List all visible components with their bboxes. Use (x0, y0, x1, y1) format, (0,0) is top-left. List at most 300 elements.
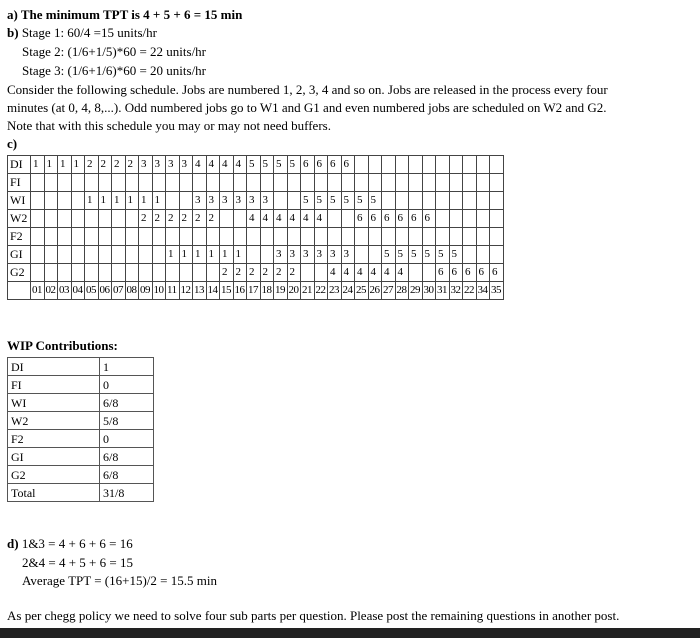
schedule-cell (152, 174, 166, 192)
wip-station: F2 (8, 430, 100, 448)
schedule-cell: 2 (112, 156, 126, 174)
schedule-cell: 1 (179, 246, 193, 264)
schedule-cell (382, 174, 396, 192)
schedule-time-label: 30 (422, 282, 436, 300)
schedule-cell (449, 156, 463, 174)
schedule-cell (463, 156, 477, 174)
schedule-cell (71, 228, 85, 246)
schedule-cell (166, 228, 180, 246)
schedule-cell (125, 246, 139, 264)
consider-line-2: minutes (at 0, 4, 8,...). Odd numbered jobs go to W1 and G1 and even numbered jobs are scheduled on W2 and G2. (7, 100, 607, 115)
consider-line-1: Consider the following schedule. Jobs are numbered 1, 2, 3, 4 and so on. Jobs are released in the process every four (7, 82, 608, 97)
wip-row (8, 412, 154, 430)
schedule-cell: 1 (152, 192, 166, 210)
schedule-cell (179, 192, 193, 210)
schedule-row-wi (8, 192, 504, 210)
part-b-stage1: b) Stage 1: 60/4 =15 units/hr (7, 25, 157, 40)
schedule-cell (260, 228, 274, 246)
schedule-cell (58, 264, 72, 282)
schedule-cell (328, 174, 342, 192)
schedule-cell (31, 192, 45, 210)
schedule-cell: 5 (382, 246, 396, 264)
schedule-cell (328, 210, 342, 228)
schedule-cell (476, 192, 490, 210)
schedule-cell: 2 (206, 210, 220, 228)
schedule-cell (422, 264, 436, 282)
schedule-cell: 4 (193, 156, 207, 174)
schedule-time-row (8, 282, 504, 300)
schedule-cell (44, 246, 58, 264)
schedule-cell (355, 246, 369, 264)
wip-station: DI (8, 358, 100, 376)
schedule-cell: 1 (85, 192, 99, 210)
schedule-cell: 3 (152, 156, 166, 174)
schedule-cell (436, 210, 450, 228)
wip-row (8, 448, 154, 466)
schedule-row-fi (8, 174, 504, 192)
schedule-row-label: FI (8, 174, 31, 192)
schedule-cell: 6 (355, 210, 369, 228)
schedule-cell: 5 (355, 192, 369, 210)
schedule-cell (490, 174, 504, 192)
schedule-cell: 4 (314, 210, 328, 228)
schedule-cell (44, 264, 58, 282)
schedule-cell (98, 228, 112, 246)
schedule-cell: 1 (166, 246, 180, 264)
schedule-cell: 1 (31, 156, 45, 174)
schedule-cell (125, 228, 139, 246)
schedule-cell (179, 228, 193, 246)
schedule-cell (422, 192, 436, 210)
schedule-cell (166, 192, 180, 210)
schedule-time-label: 22 (314, 282, 328, 300)
schedule-cell (71, 192, 85, 210)
schedule-cell (193, 174, 207, 192)
schedule-time-label: 17 (247, 282, 261, 300)
schedule-cell (179, 174, 193, 192)
schedule-cell (368, 228, 382, 246)
schedule-cell (260, 174, 274, 192)
schedule-row-g2 (8, 264, 504, 282)
schedule-cell (382, 192, 396, 210)
schedule-cell (274, 192, 288, 210)
schedule-cell: 3 (314, 246, 328, 264)
schedule-cell (436, 174, 450, 192)
schedule-cell (58, 246, 72, 264)
schedule-time-label: 22 (463, 282, 477, 300)
schedule-cell: 4 (274, 210, 288, 228)
schedule-cell (274, 228, 288, 246)
schedule-cell: 5 (368, 192, 382, 210)
schedule-row-di (8, 156, 504, 174)
schedule-row-f2 (8, 228, 504, 246)
schedule-cell: 2 (220, 264, 234, 282)
schedule-cell: 6 (395, 210, 409, 228)
schedule-time-label: 04 (71, 282, 85, 300)
schedule-cell (112, 264, 126, 282)
schedule-cell (476, 246, 490, 264)
schedule-cell: 3 (328, 246, 342, 264)
schedule-cell: 6 (449, 264, 463, 282)
schedule-cell: 1 (220, 246, 234, 264)
schedule-cell (220, 174, 234, 192)
schedule-cell: 3 (206, 192, 220, 210)
schedule-cell (71, 246, 85, 264)
schedule-cell (166, 264, 180, 282)
schedule-time-label: 13 (193, 282, 207, 300)
schedule-cell (58, 174, 72, 192)
schedule-cell (233, 228, 247, 246)
schedule-cell: 4 (341, 264, 355, 282)
schedule-cell (31, 246, 45, 264)
schedule-cell: 2 (166, 210, 180, 228)
wip-row (8, 484, 154, 502)
schedule-cell: 5 (422, 246, 436, 264)
schedule-cell: 2 (260, 264, 274, 282)
wip-station: WI (8, 394, 100, 412)
wip-row (8, 358, 154, 376)
wip-station: Total (8, 484, 100, 502)
schedule-cell (314, 228, 328, 246)
schedule-cell (44, 228, 58, 246)
consider-line-3: Note that with this schedule you may or may not need buffers. (7, 118, 331, 133)
wip-value: 5/8 (100, 412, 154, 430)
part-b-stage3: Stage 3: (1/6+1/6)*60 = 20 units/hr (22, 63, 207, 78)
schedule-time-label: 35 (490, 282, 504, 300)
schedule-cell (85, 264, 99, 282)
schedule-cell (368, 156, 382, 174)
schedule-cell (139, 228, 153, 246)
schedule-cell (395, 156, 409, 174)
schedule-cell: 4 (220, 156, 234, 174)
part-a-text: a) The minimum TPT is 4 + 5 + 6 = 15 min (7, 7, 243, 22)
schedule-cell: 1 (71, 156, 85, 174)
schedule-cell: 5 (328, 192, 342, 210)
schedule-cell: 5 (287, 156, 301, 174)
schedule-cell (301, 174, 315, 192)
schedule-cell (58, 228, 72, 246)
wip-row (8, 466, 154, 484)
schedule-cell (220, 228, 234, 246)
schedule-table (7, 155, 504, 300)
schedule-time-label: 03 (58, 282, 72, 300)
part-c-label: c) (7, 136, 18, 151)
schedule-cell: 2 (139, 210, 153, 228)
wip-row (8, 394, 154, 412)
schedule-cell (112, 246, 126, 264)
schedule-cell (44, 210, 58, 228)
schedule-cell (463, 246, 477, 264)
schedule-cell (31, 264, 45, 282)
schedule-cell: 1 (98, 192, 112, 210)
schedule-cell (58, 210, 72, 228)
schedule-cell (112, 174, 126, 192)
schedule-cell (233, 210, 247, 228)
schedule-cell (436, 228, 450, 246)
schedule-row-w2 (8, 210, 504, 228)
schedule-cell (98, 246, 112, 264)
wip-value: 6/8 (100, 394, 154, 412)
schedule-time-label: 14 (206, 282, 220, 300)
schedule-cell (449, 174, 463, 192)
part-d-line-2: 2&4 = 4 + 5 + 6 = 15 (22, 555, 133, 570)
schedule-time-label: 28 (395, 282, 409, 300)
schedule-cell (85, 210, 99, 228)
schedule-cell (490, 192, 504, 210)
schedule-cell (206, 264, 220, 282)
schedule-cell: 3 (139, 156, 153, 174)
schedule-cell: 5 (449, 246, 463, 264)
schedule-row-gi (8, 246, 504, 264)
schedule-cell (490, 210, 504, 228)
schedule-time-label: 32 (449, 282, 463, 300)
schedule-cell: 6 (328, 156, 342, 174)
schedule-cell: 3 (260, 192, 274, 210)
schedule-cell (382, 228, 396, 246)
schedule-cell (476, 156, 490, 174)
schedule-cell: 6 (341, 156, 355, 174)
schedule-cell (422, 156, 436, 174)
schedule-time-label: 24 (341, 282, 355, 300)
wip-value: 6/8 (100, 448, 154, 466)
schedule-cell (125, 264, 139, 282)
schedule-cell (31, 210, 45, 228)
schedule-cell (166, 174, 180, 192)
schedule-cell: 4 (260, 210, 274, 228)
schedule-cell: 1 (206, 246, 220, 264)
wip-title: WIP Contributions: (7, 338, 118, 353)
schedule-row-label: W2 (8, 210, 31, 228)
schedule-cell: 3 (301, 246, 315, 264)
schedule-cell (436, 192, 450, 210)
schedule-time-label: 16 (233, 282, 247, 300)
schedule-cell: 1 (125, 192, 139, 210)
schedule-cell: 5 (409, 246, 423, 264)
schedule-time-label: 23 (328, 282, 342, 300)
schedule-cell (314, 264, 328, 282)
schedule-cell (449, 210, 463, 228)
schedule-cell: 6 (368, 210, 382, 228)
schedule-cell (98, 210, 112, 228)
wip-station: FI (8, 376, 100, 394)
schedule-cell: 2 (233, 264, 247, 282)
schedule-cell (193, 264, 207, 282)
part-d-line-1: d) 1&3 = 4 + 6 + 6 = 16 (7, 536, 133, 551)
schedule-cell (139, 246, 153, 264)
schedule-cell: 6 (314, 156, 328, 174)
schedule-row-label: GI (8, 246, 31, 264)
schedule-cell (247, 228, 261, 246)
schedule-cell: 6 (301, 156, 315, 174)
schedule-cell (463, 210, 477, 228)
schedule-cell: 4 (355, 264, 369, 282)
schedule-cell: 5 (314, 192, 328, 210)
schedule-cell (490, 156, 504, 174)
schedule-cell: 4 (301, 210, 315, 228)
schedule-time-label: 20 (287, 282, 301, 300)
schedule-cell: 4 (328, 264, 342, 282)
schedule-cell (301, 228, 315, 246)
stage1-text: Stage 1: 60/4 =15 units/hr (18, 25, 157, 40)
schedule-cell (71, 210, 85, 228)
schedule-cell (463, 192, 477, 210)
schedule-cell: 2 (287, 264, 301, 282)
schedule-row-label: F2 (8, 228, 31, 246)
schedule-cell (409, 192, 423, 210)
schedule-cell (125, 210, 139, 228)
schedule-cell: 5 (301, 192, 315, 210)
schedule-cell (355, 156, 369, 174)
schedule-cell: 4 (368, 264, 382, 282)
schedule-cell (247, 246, 261, 264)
schedule-cell (314, 174, 328, 192)
schedule-cell (287, 192, 301, 210)
schedule-cell (422, 174, 436, 192)
part-d-l1-text: 1&3 = 4 + 6 + 6 = 16 (18, 536, 133, 551)
wip-station: G2 (8, 466, 100, 484)
schedule-cell (71, 264, 85, 282)
schedule-time-label: 01 (31, 282, 45, 300)
schedule-cell (112, 210, 126, 228)
footer-note: As per chegg policy we need to solve four sub parts per question. Please post the remaining questions in another post. (7, 608, 620, 623)
schedule-cell: 5 (260, 156, 274, 174)
schedule-cell: 2 (125, 156, 139, 174)
schedule-cell: 5 (341, 192, 355, 210)
schedule-cell (355, 174, 369, 192)
schedule-cell: 6 (463, 264, 477, 282)
schedule-cell (98, 264, 112, 282)
schedule-cell (341, 228, 355, 246)
schedule-time-label: 11 (166, 282, 180, 300)
schedule-cell: 6 (436, 264, 450, 282)
schedule-cell (206, 228, 220, 246)
schedule-cell: 4 (233, 156, 247, 174)
schedule-cell: 4 (206, 156, 220, 174)
schedule-cell: 6 (409, 210, 423, 228)
schedule-cell (287, 174, 301, 192)
schedule-time-label: 12 (179, 282, 193, 300)
schedule-cell (490, 228, 504, 246)
schedule-cell: 2 (85, 156, 99, 174)
schedule-cell (476, 210, 490, 228)
schedule-cell: 1 (112, 192, 126, 210)
schedule-cell: 1 (193, 246, 207, 264)
schedule-time-label: 31 (436, 282, 450, 300)
schedule-cell: 3 (274, 246, 288, 264)
schedule-cell: 3 (220, 192, 234, 210)
schedule-cell: 3 (193, 192, 207, 210)
schedule-time-label: 25 (355, 282, 369, 300)
schedule-cell (490, 246, 504, 264)
schedule-cell (85, 228, 99, 246)
schedule-time-label: 15 (220, 282, 234, 300)
schedule-time-label: 18 (260, 282, 274, 300)
schedule-cell (44, 174, 58, 192)
schedule-cell (44, 192, 58, 210)
schedule-cell: 3 (233, 192, 247, 210)
schedule-cell: 4 (395, 264, 409, 282)
schedule-cell (476, 174, 490, 192)
wip-station: GI (8, 448, 100, 466)
schedule-cell: 1 (58, 156, 72, 174)
schedule-cell (206, 174, 220, 192)
schedule-cell (463, 174, 477, 192)
schedule-time-label: 27 (382, 282, 396, 300)
schedule-cell (220, 210, 234, 228)
schedule-cell (112, 228, 126, 246)
schedule-cell (31, 228, 45, 246)
schedule-cell (409, 174, 423, 192)
wip-value: 31/8 (100, 484, 154, 502)
schedule-row-label: DI (8, 156, 31, 174)
schedule-time-label: 06 (98, 282, 112, 300)
schedule-cell (31, 174, 45, 192)
schedule-cell: 3 (287, 246, 301, 264)
schedule-cell (152, 264, 166, 282)
schedule-cell: 3 (179, 156, 193, 174)
schedule-cell: 4 (247, 210, 261, 228)
schedule-time-label: 29 (409, 282, 423, 300)
schedule-cell (125, 174, 139, 192)
schedule-cell (395, 192, 409, 210)
wip-row (8, 376, 154, 394)
schedule-cell (287, 228, 301, 246)
schedule-cell (98, 174, 112, 192)
schedule-cell: 2 (98, 156, 112, 174)
schedule-cell (179, 264, 193, 282)
schedule-cell (301, 264, 315, 282)
wip-value: 0 (100, 376, 154, 394)
schedule-cell: 2 (179, 210, 193, 228)
schedule-cell (247, 174, 261, 192)
schedule-cell: 1 (233, 246, 247, 264)
schedule-cell (85, 174, 99, 192)
schedule-cell: 1 (44, 156, 58, 174)
schedule-cell: 6 (382, 210, 396, 228)
schedule-cell: 4 (287, 210, 301, 228)
schedule-cell: 5 (247, 156, 261, 174)
schedule-cell (463, 228, 477, 246)
schedule-cell: 2 (247, 264, 261, 282)
schedule-cell: 6 (476, 264, 490, 282)
schedule-cell (355, 228, 369, 246)
schedule-cell: 5 (274, 156, 288, 174)
schedule-cell (409, 156, 423, 174)
schedule-time-label: 19 (274, 282, 288, 300)
schedule-cell: 4 (382, 264, 396, 282)
schedule-cell (233, 174, 247, 192)
bottom-bar (0, 628, 700, 638)
schedule-cell (58, 192, 72, 210)
schedule-cell: 2 (274, 264, 288, 282)
schedule-cell: 5 (436, 246, 450, 264)
schedule-cell (341, 174, 355, 192)
schedule-time-label: 21 (301, 282, 315, 300)
wip-station: W2 (8, 412, 100, 430)
schedule-cell (395, 228, 409, 246)
schedule-cell (152, 246, 166, 264)
schedule-cell: 3 (341, 246, 355, 264)
wip-value: 1 (100, 358, 154, 376)
schedule-cell (368, 174, 382, 192)
schedule-row-label: G2 (8, 264, 31, 282)
schedule-time-label: 05 (85, 282, 99, 300)
schedule-cell (193, 228, 207, 246)
schedule-cell (368, 246, 382, 264)
schedule-cell: 6 (490, 264, 504, 282)
schedule-cell (341, 210, 355, 228)
schedule-cell (395, 174, 409, 192)
